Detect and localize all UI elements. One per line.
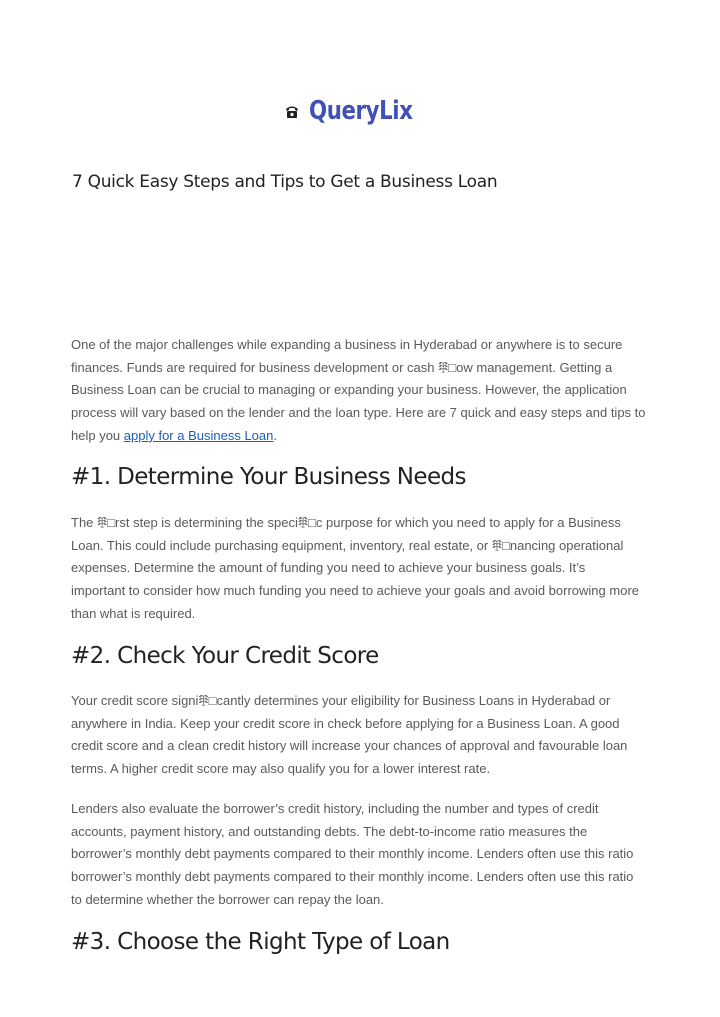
paragraph-line: Lenders also evaluate the borrower’s credit history, including the number and types of credit bbox=[71, 801, 599, 816]
document-title: 7 Quick Easy Steps and Tips to Get a Business Loan bbox=[72, 172, 498, 192]
link-prefix: help you bbox=[71, 427, 124, 443]
paragraph-line: expenses. Determine the amount of funding you need to achieve your business goals. It’s bbox=[71, 560, 586, 576]
paragraph-line: than what is required. bbox=[71, 605, 196, 621]
paragraph-line: credit score and a clean credit history will increase your chances of approval and favourable loan bbox=[71, 738, 628, 754]
paragraph-line: important to consider how much funding you need to achieve your goals and avoid borrowing more bbox=[71, 583, 640, 599]
paragraph-line: borrower’s monthly debt payments compared to their monthly income. Lenders often use this ratio bbox=[71, 846, 634, 862]
link-suffix: . bbox=[273, 427, 277, 443]
brand-name[interactable]: QueryLix bbox=[308, 96, 413, 126]
section-2-paragraph-2 bbox=[71, 798, 671, 912]
paragraph-line: finances. Funds are required for business development or cash 𖠻□ow management. Getting a bbox=[71, 359, 613, 375]
paragraph-line: The 𖠻□rst step is determining the speci𖠻□c purpose for which you need to apply for a Business bbox=[71, 515, 621, 530]
section-2-paragraph bbox=[71, 690, 671, 781]
brand-logo bbox=[0, 96, 720, 126]
intro-paragraph bbox=[71, 334, 671, 448]
paragraph-line: Business Loan can be crucial to managing or expanding your business. However, the application bbox=[71, 382, 627, 398]
section-1-paragraph bbox=[71, 512, 671, 626]
paragraph-line: One of the major challenges while expanding a business in Hyderabad or anywhere is to secure bbox=[71, 337, 623, 352]
paragraph-line bbox=[71, 425, 671, 448]
telephone-icon bbox=[285, 103, 299, 119]
section-heading-1: #1. Determine Your Business Needs bbox=[71, 464, 466, 490]
paragraph-line: Your credit score signi𖠻□cantly determines your eligibility for Business Loans in Hyderabad or bbox=[71, 693, 611, 708]
section-heading-2: #2. Check Your Credit Score bbox=[71, 643, 379, 669]
paragraph-line: process will vary based on the lender and the loan type. Here are 7 quick and easy steps and tips to bbox=[71, 405, 646, 421]
apply-business-loan-link[interactable]: apply for a Business Loan bbox=[123, 427, 274, 443]
paragraph-line: terms. A higher credit score may also qualify you for a lower interest rate. bbox=[71, 761, 491, 777]
paragraph-line: borrower’s monthly debt payments compared to their monthly income. Lenders often use this ratio bbox=[71, 869, 634, 885]
paragraph-line: anywhere in India. Keep your credit score in check before applying for a Business Loan. A good bbox=[71, 715, 620, 731]
paragraph-line: accounts, payment history, and outstanding debts. The debt-to-income ratio measures the bbox=[71, 823, 588, 839]
paragraph-line: Loan. This could include purchasing equipment, inventory, real estate, or 𖠻□nancing operational bbox=[71, 537, 624, 553]
paragraph-line: to determine whether the borrower can repay the loan. bbox=[71, 891, 384, 907]
section-heading-3: #3. Choose the Right Type of Loan bbox=[71, 929, 450, 955]
